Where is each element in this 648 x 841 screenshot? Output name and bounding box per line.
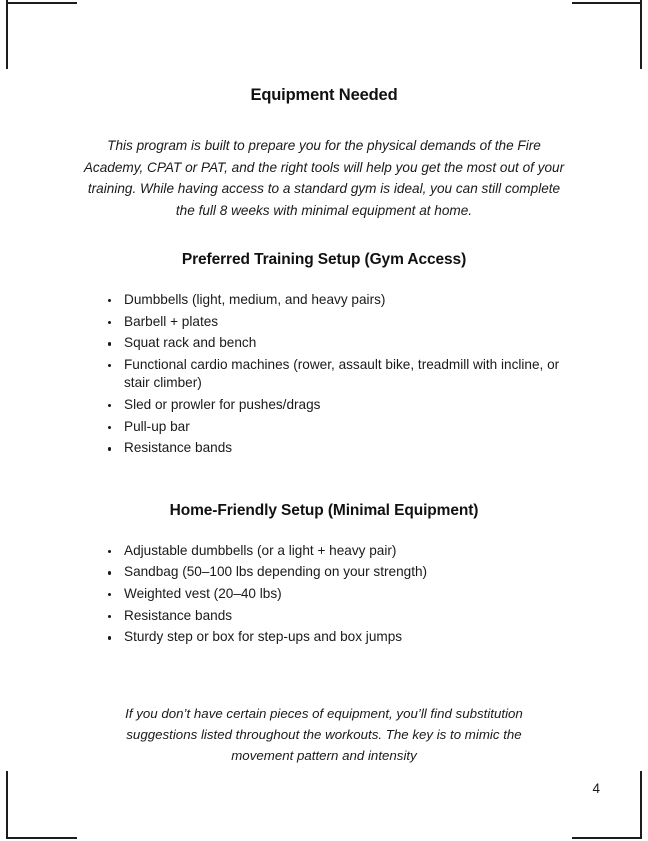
crop-mark-top-left-horizontal	[6, 2, 77, 4]
list-item: Weighted vest (20–40 lbs)	[106, 585, 570, 604]
page-number: 4	[592, 781, 600, 796]
crop-mark-top-left-vertical	[6, 0, 8, 69]
crop-mark-top-right-horizontal	[572, 2, 642, 4]
crop-mark-bottom-left-horizontal	[6, 837, 77, 839]
list-item: Adjustable dumbbells (or a light + heavy pair)	[106, 542, 570, 561]
crop-mark-bottom-right-vertical	[640, 771, 642, 839]
list-item: Pull-up bar	[106, 418, 570, 437]
list-item: Resistance bands	[106, 439, 570, 458]
list-item: Barbell + plates	[106, 313, 570, 332]
document-body	[78, 86, 570, 766]
section-heading-preferred-training-setup: Preferred Training Setup (Gym Access)	[181, 251, 467, 268]
list-item: Sandbag (50–100 lbs depending on your strength)	[106, 563, 570, 582]
intro-paragraph: This program is built to prepare you for the physical demands of the Fire Academy, CPAT or PAT, and the right tools will help you get the most out of your training. While having access to a standard gym is ideal, you can still complete the full 8 weeks with minimal equipment at home.	[83, 138, 565, 218]
list-item: Sled or prowler for pushes/drags	[106, 396, 570, 415]
equipment-list-home	[78, 542, 570, 647]
list-item: Squat rack and bench	[106, 334, 570, 353]
list-item: Dumbbells (light, medium, and heavy pairs)	[106, 291, 570, 310]
crop-mark-top-right-vertical	[640, 0, 642, 69]
crop-mark-bottom-right-horizontal	[572, 837, 642, 839]
list-item: Sturdy step or box for step-ups and box jumps	[106, 628, 570, 647]
section-heading-home-friendly-setup: Home-Friendly Setup (Minimal Equipment)	[169, 501, 479, 519]
list-item: Resistance bands	[106, 607, 570, 626]
crop-mark-bottom-left-vertical	[6, 771, 8, 839]
page-title: Equipment Needed	[250, 86, 398, 104]
equipment-list-gym	[78, 291, 570, 458]
closing-note: If you don’t have certain pieces of equipment, you’ll find substitution suggestions listed throughout the workouts. The key is to mimic the movement pattern and intensity	[125, 705, 523, 763]
list-item: Functional cardio machines (rower, assault bike, treadmill with incline, or stair climber)	[106, 356, 570, 393]
